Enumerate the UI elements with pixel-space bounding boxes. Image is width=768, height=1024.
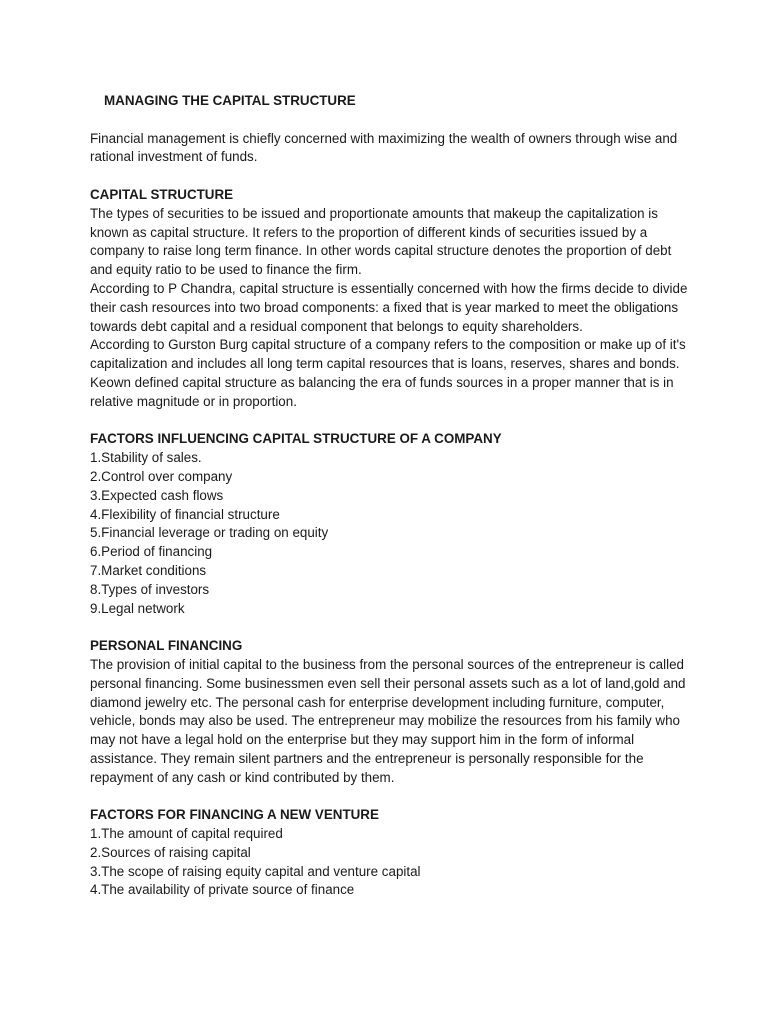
- section-heading-factors-capital-structure: FACTORS INFLUENCING CAPITAL STRUCTURE OF A COMPANY: [90, 431, 502, 447]
- spacer: [90, 167, 690, 186]
- list-item: 6.Period of financing: [90, 544, 213, 560]
- list-item: 1.Stability of sales.: [90, 450, 202, 466]
- list-item: 5.Financial leverage or trading on equity: [90, 525, 329, 541]
- keown-paragraph: Keown defined capital structure as balancing the era of funds sources in a proper manner that is in relative magnitude or in proportion.: [90, 374, 674, 409]
- section-heading-personal-financing: PERSONAL FINANCING: [90, 638, 243, 654]
- spacer: [90, 111, 690, 130]
- document-title: MANAGING THE CAPITAL STRUCTURE: [104, 93, 356, 108]
- section-heading-capital-structure: CAPITAL STRUCTURE: [90, 186, 234, 202]
- gurston-burg-paragraph: According to Gurston Burg capital structure of a company refers to the composition or make up of it's capitalization and includes all long term capital resources that is loans, reserves, shares and bonds.: [90, 337, 686, 372]
- spacer: [90, 787, 690, 806]
- list-item: 4.Flexibility of financial structure: [90, 506, 280, 522]
- document-body: [90, 92, 690, 900]
- list-item: 2.Control over company: [90, 468, 233, 484]
- list-item: 7.Market conditions: [90, 562, 207, 578]
- section-heading-factors-new-venture: FACTORS FOR FINANCING A NEW VENTURE: [90, 807, 379, 823]
- factors-new-venture-list: [90, 825, 690, 900]
- list-item: 9.Legal network: [90, 600, 185, 616]
- factors-capital-structure-list: [90, 449, 690, 618]
- spacer: [90, 412, 690, 431]
- list-item: 2.Sources of raising capital: [90, 844, 251, 860]
- list-item: 3.The scope of raising equity capital and venture capital: [90, 863, 421, 879]
- list-item: 3.Expected cash flows: [90, 487, 224, 503]
- personal-financing-paragraph: The provision of initial capital to the business from the personal sources of the entrepreneur is called personal financing. Some businessmen even sell their personal assets such as a lot of land,gold and diamond jewelry etc. The personal cash for enterprise development including furniture, computer, vehicle, bonds may also be used. The entrepreneur may mobilize the resources from his family who may not have a legal hold on the enterprise but they may support him in the form of informal assistance. They remain silent partners and the entrepreneur is personally responsible for the repayment of any cash or kind contributed by them.: [90, 656, 686, 785]
- chandra-paragraph: According to P Chandra, capital structure is essentially concerned with how the firms decide to divide their cash resources into two broad components: a fixed that is year marked to meet the obligations towards debt capital and a residual component that belongs to equity shareholders.: [90, 280, 688, 334]
- list-item: 4.The availability of private source of finance: [90, 882, 355, 898]
- intro-paragraph: Financial management is chiefly concerned with maximizing the wealth of owners through wise and rational investment of funds.: [90, 130, 678, 165]
- spacer: [90, 618, 690, 637]
- list-item: 1.The amount of capital required: [90, 826, 283, 842]
- capital-structure-paragraph: The types of securities to be issued and proportionate amounts that makeup the capitalization is known as capital structure. It refers to the proportion of different kinds of securities issued by a company to raise long term finance. In other words capital structure denotes the proportion of debt and equity ratio to be used to finance the firm.: [90, 205, 672, 278]
- list-item: 8.Types of investors: [90, 581, 210, 597]
